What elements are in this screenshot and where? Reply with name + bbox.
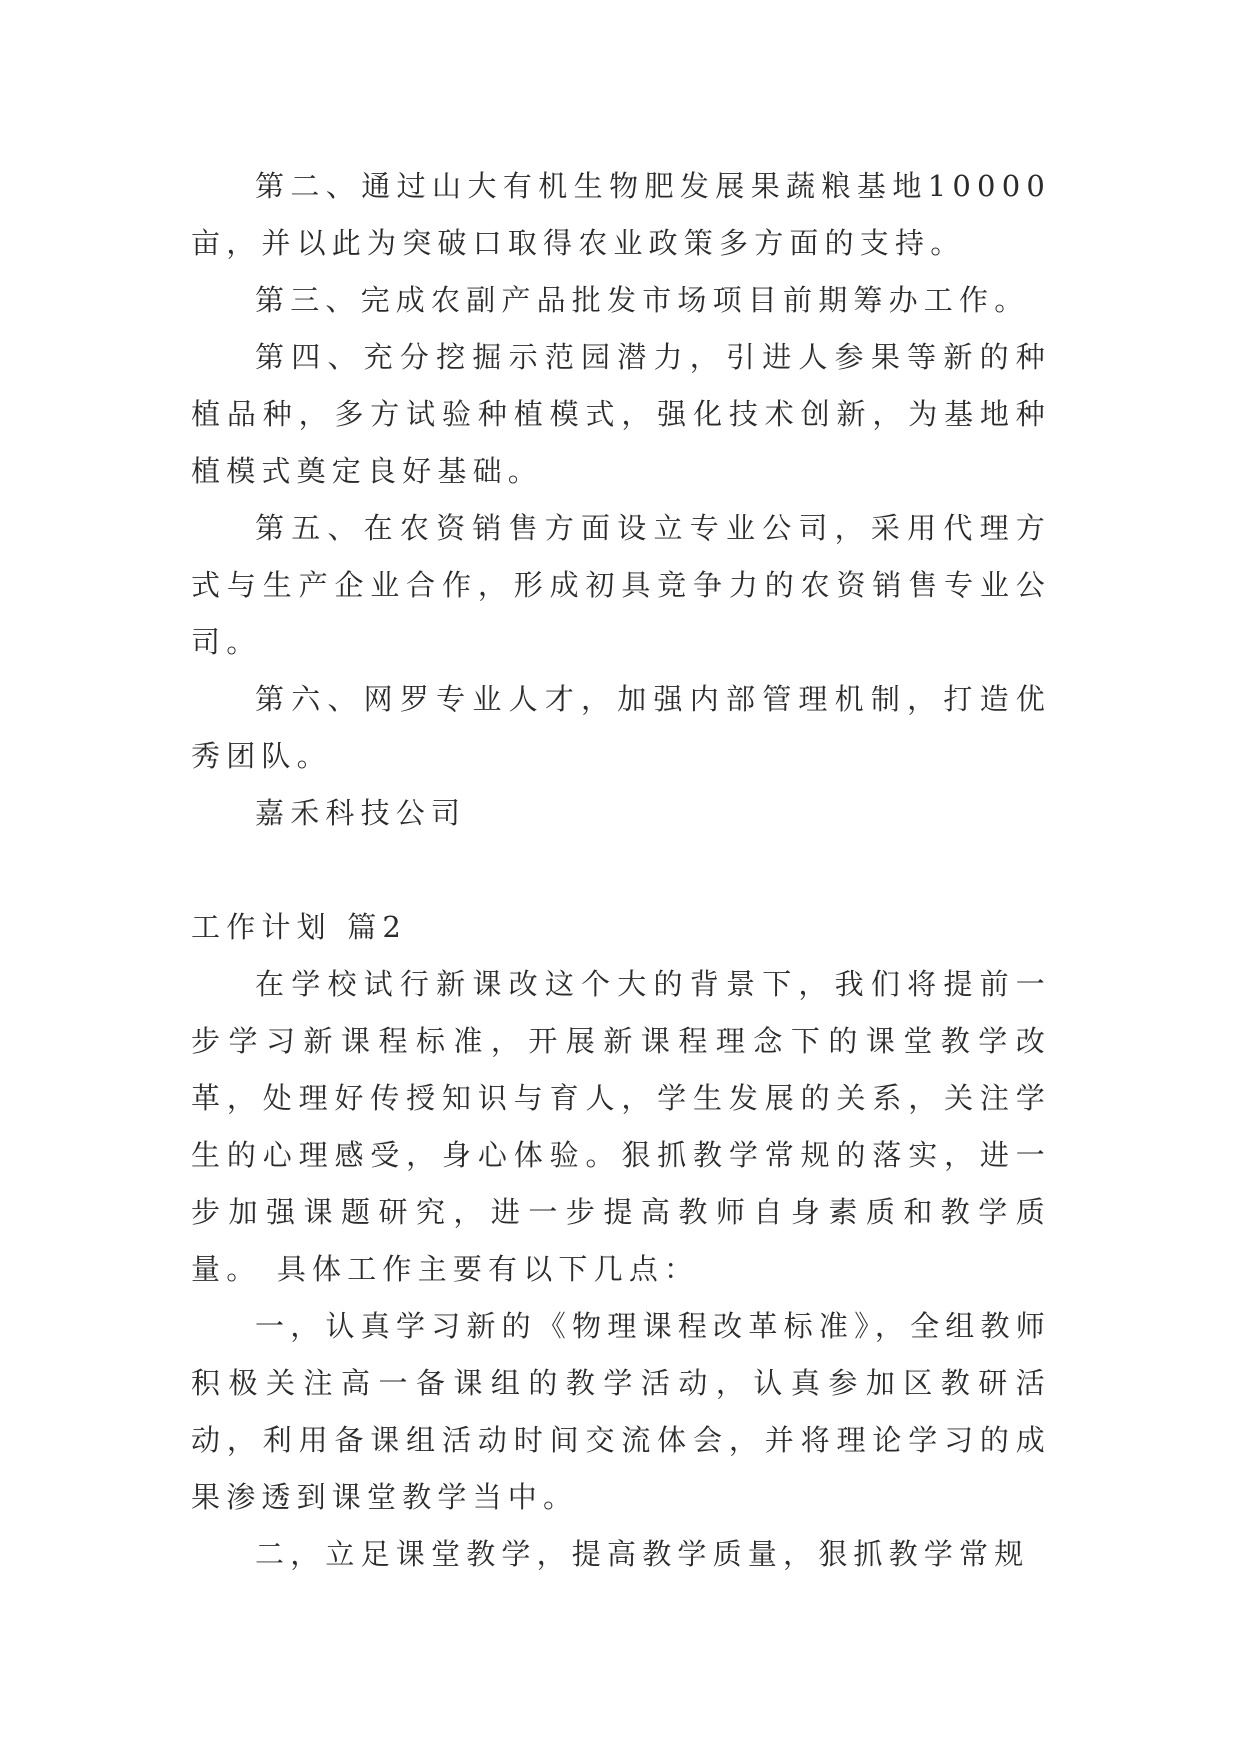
document-body xyxy=(191,158,1051,1583)
paragraph-item-two: 二，立足课堂教学，提高教学质量，狠抓教学常规 xyxy=(255,1537,1030,1571)
paragraph-third: 第三、完成农副产品批发市场项目前期筹办工作。 xyxy=(255,283,1030,317)
paragraph-second: 第二、通过山大有机生物肥发展果蔬粮基地10000亩，并以此为突破口取得农业政策多方面的支持。 xyxy=(191,169,1051,260)
paragraph-fifth: 第五、在农资销售方面设立专业公司，采用代理方式与生产企业合作，形成初具竞争力的农资销售专业公司。 xyxy=(191,511,1051,659)
paragraph-intro: 在学校试行新课改这个大的背景下，我们将提前一步学习新课程标准，开展新课程理念下的课堂教学改革，处理好传授知识与育人，学生发展的关系，关注学生的心理感受，身心体验。狠抓教学常规的落实，进一步加强课题研究，进一步提高教师自身素质和教学质量。 具体工作主要有以下几点： xyxy=(191,967,1051,1286)
paragraph-sixth: 第六、网罗专业人才，加强内部管理机制，打造优秀团队。 xyxy=(191,682,1051,773)
company-signature: 嘉禾科技公司 xyxy=(255,796,467,830)
section-title: 工作计划 篇2 xyxy=(191,910,408,944)
paragraph-item-one: 一，认真学习新的《物理课程改革标准》，全组教师积极关注高一备课组的教学活动，认真参加区教研活动，利用备课组活动时间交流体会，并将理论学习的成果渗透到课堂教学当中。 xyxy=(191,1309,1051,1514)
paragraph-fourth: 第四、充分挖掘示范园潜力，引进人参果等新的种植品种，多方试验种植模式，强化技术创新，为基地种植模式奠定良好基础。 xyxy=(191,340,1051,488)
